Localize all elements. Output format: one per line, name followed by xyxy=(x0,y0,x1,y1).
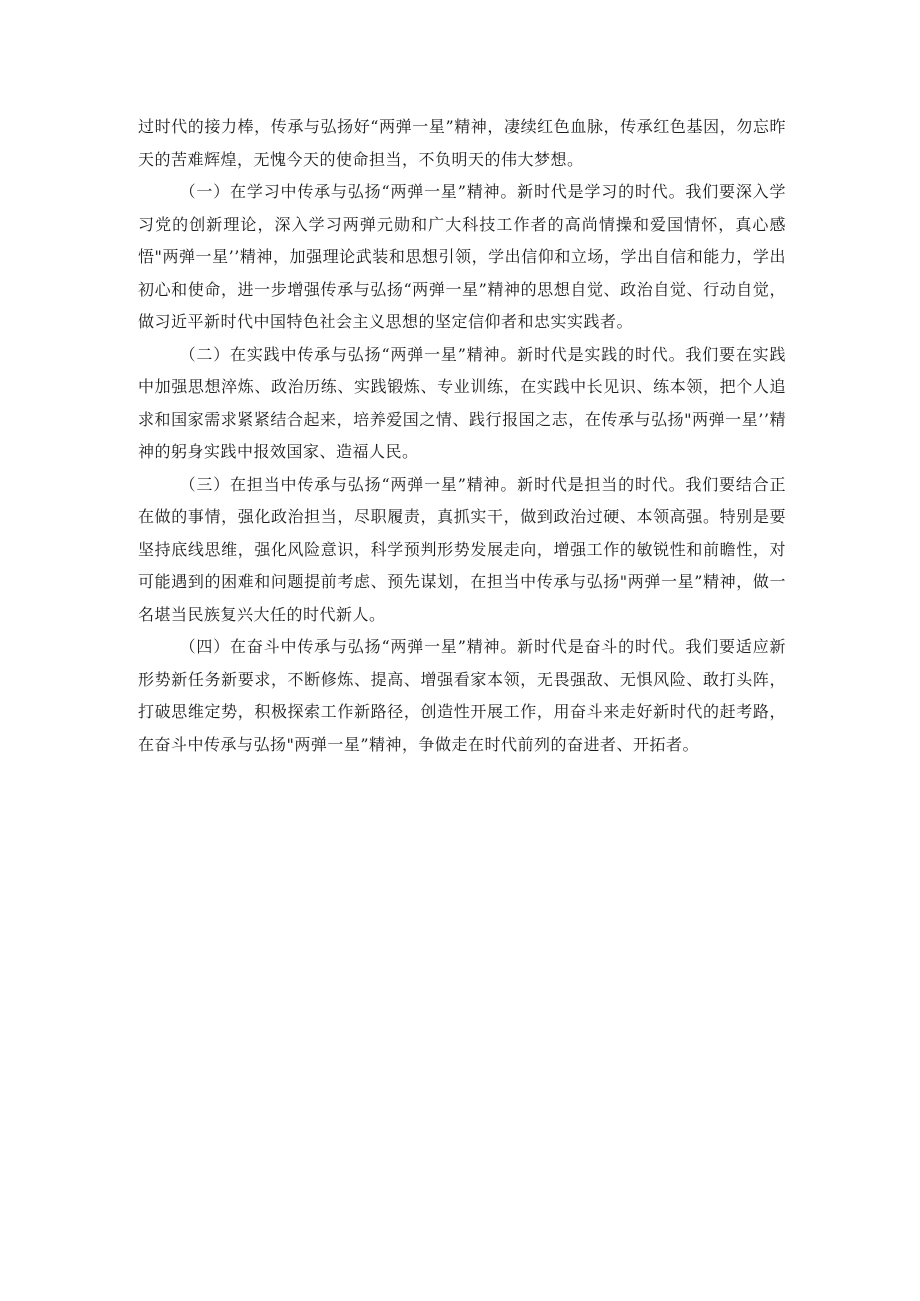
paragraph-section-2: （二）在实践中传承与弘扬“两弹一星”精神。新时代是实践的时代。我们要在实践中加强思想淬炼、政治历练、实践锻炼、专业训练，在实践中长见识、练本领，把个人追求和国家需求紧紧结合起来，培养爱国之情、践行报国之志，在传承与弘扬"两弹一星’’精神的躬身实践中报效国家、造福人民。 xyxy=(138,344,786,461)
paragraph-section-1: （一）在学习中传承与弘扬“两弹一星”精神。新时代是学习的时代。我们要深入学习党的创新理论，深入学习两弹元勋和广大科技工作者的高尚情操和爱国情怀，真心感悟"两弹一星’’精神，加强理论武装和思想引领，学出信仰和立场，学出自信和能力，学出初心和使命，进一步增强传承与弘扬“两弹一星”精神的思想自觉、政治自觉、行动自觉，做习近平新时代中国特色社会主义思想的坚定信仰者和忠实实践者。 xyxy=(138,182,786,331)
paragraph-section-4: （四）在奋斗中传承与弘扬“两弹一星”精神。新时代是奋斗的时代。我们要适应新形势新任务新要求，不断修炼、提高、增强看家本领，无畏强敌、无惧风险、敢打头阵，打破思维定势，积极探索工作新路径，创造性开展工作，用奋斗来走好新时代的赶考路，在奋斗中传承与弘扬"两弹一星”精神，争做走在时代前列的奋进者、开拓者。 xyxy=(138,637,786,754)
paragraph-continuation: 过时代的接力棒，传承与弘扬好“两弹一星”精神，凄续红色血脉，传承红色基因，勿忘昨天的苦难辉煌，无愧今天的使命担当，不负明天的伟大梦想。 xyxy=(138,117,786,169)
paragraph-section-3: （三）在担当中传承与弘扬“两弹一星”精神。新时代是担当的时代。我们要结合正在做的事情，强化政治担当，尽职履责，真抓实干，做到政治过硬、本领高强。特别是要坚持底线思维，强化风险意识，科学预判形势发展走向，增强工作的敏锐性和前瞻性，对可能遇到的困难和问题提前考虑、预先谋划，在担当中传承与弘扬"两弹一星”精神，做一名堪当民族复兴大任的时代新人。 xyxy=(138,474,786,624)
document-body xyxy=(138,111,786,761)
